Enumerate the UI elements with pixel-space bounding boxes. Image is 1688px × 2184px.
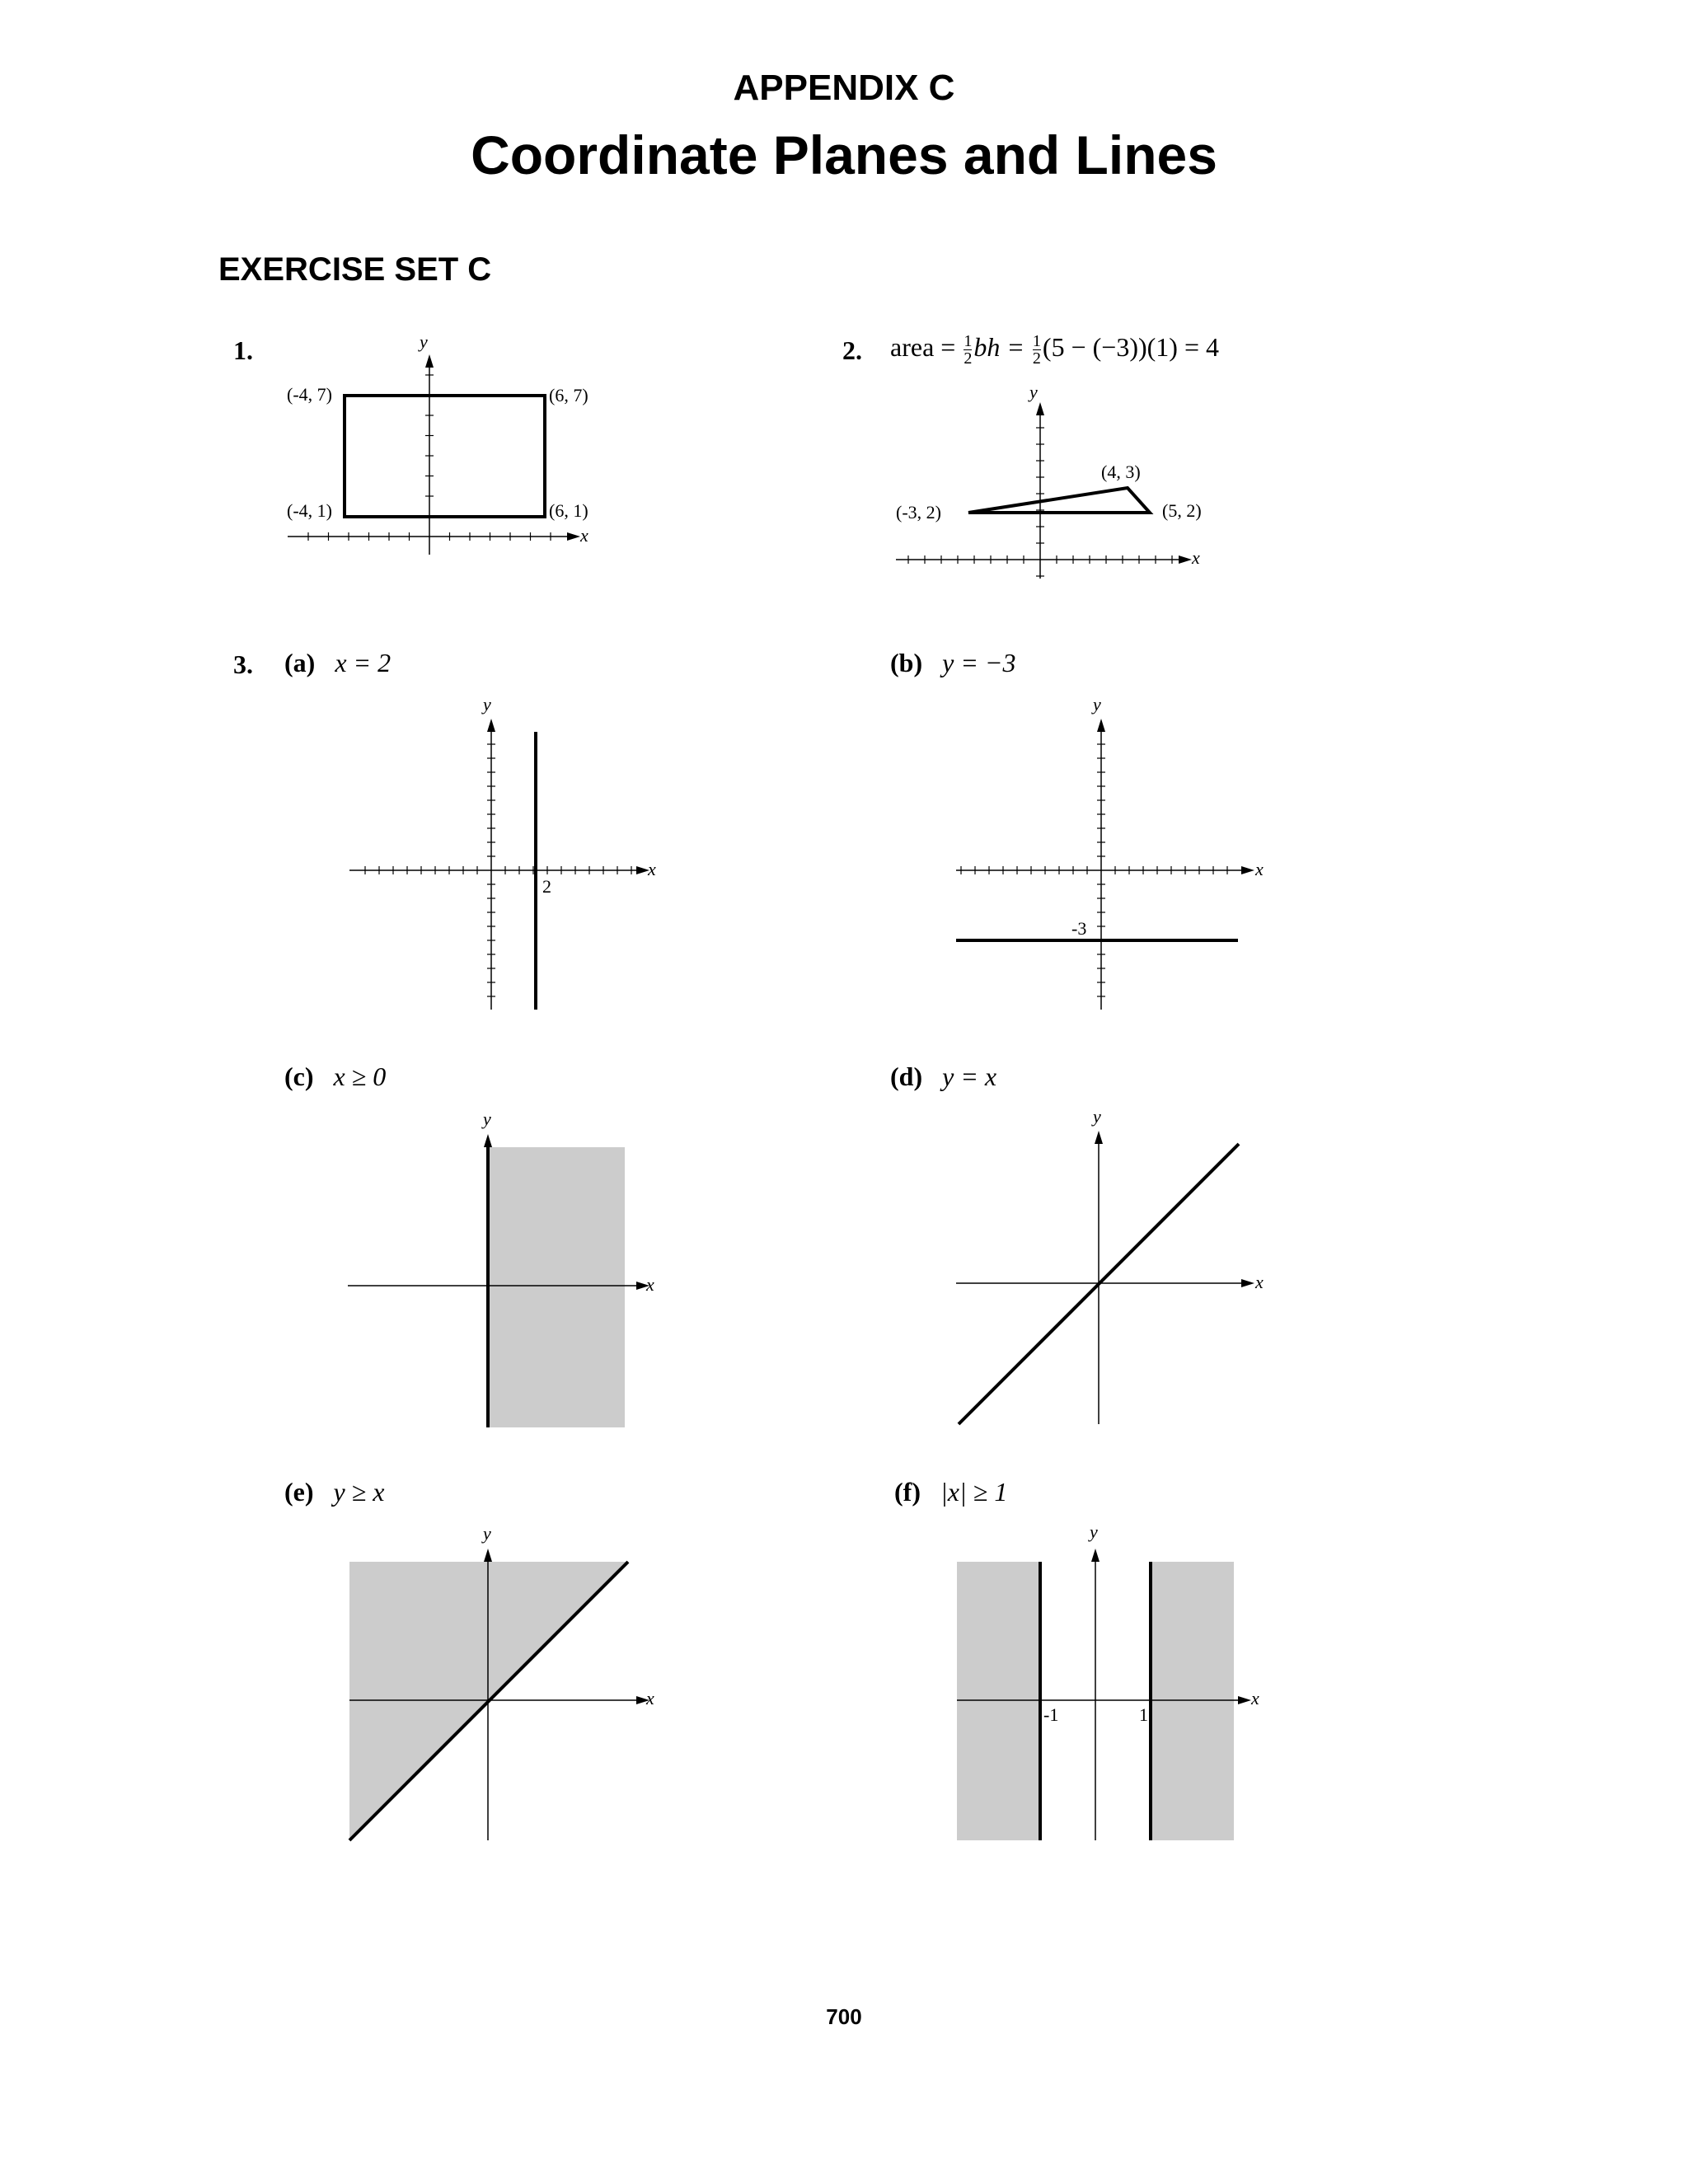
- part-label: (e): [284, 1477, 314, 1507]
- y-axis-arrow: [487, 719, 495, 732]
- p2-formula-mid: bh =: [973, 332, 1025, 362]
- p3f-shaded-left: [957, 1562, 1040, 1840]
- x-axis-arrow: [1238, 1696, 1251, 1704]
- appendix-label: APPENDIX C: [733, 68, 955, 108]
- p2-label-c: (5, 2): [1162, 500, 1202, 521]
- part-label: (f): [894, 1477, 921, 1507]
- page-title: Coordinate Planes and Lines: [471, 124, 1217, 185]
- p3e-axis-y-label: y: [483, 1523, 491, 1544]
- frac-num: 1: [1032, 332, 1041, 351]
- p3a-axis-x-label: x: [648, 859, 656, 879]
- frac-den: 2: [964, 349, 973, 368]
- p2-label-a: (-3, 2): [896, 502, 941, 523]
- p3f-tick-neg-label: -1: [1043, 1704, 1059, 1725]
- part-equation: y = x: [942, 1062, 997, 1091]
- x-axis-arrow: [1241, 866, 1254, 874]
- y-axis-arrow: [1091, 1549, 1100, 1562]
- p3c-axis-x-label: x: [646, 1274, 654, 1295]
- part-equation: x ≥ 0: [333, 1062, 387, 1091]
- p3d-axis-y-label: y: [1093, 1106, 1101, 1127]
- p3b-axis-x-label: x: [1255, 859, 1264, 879]
- p3e-axis-x-label: x: [646, 1688, 654, 1708]
- part-equation: |x| ≥ 1: [940, 1477, 1008, 1507]
- problem-1-number: 1.: [233, 335, 253, 365]
- p1-label-bl: (-4, 1): [287, 500, 332, 521]
- y-axis-arrow: [484, 1549, 492, 1562]
- x-axis-arrow: [1241, 1279, 1254, 1287]
- y-axis-arrow: [484, 1134, 492, 1147]
- p2-formula-prefix: area =: [890, 332, 956, 362]
- p3f-axis-x-label: x: [1251, 1688, 1259, 1708]
- part-label: (b): [890, 648, 923, 677]
- p2-axis-y-label: y: [1029, 382, 1038, 402]
- p3d-axis-x-label: x: [1255, 1272, 1264, 1292]
- p1-label-br: (6, 1): [549, 500, 588, 521]
- p3a-tick-label: 2: [542, 876, 551, 897]
- p1-axis-y-label: y: [420, 331, 428, 352]
- p3f-shaded-right: [1151, 1562, 1234, 1840]
- page-number: 700: [826, 2004, 862, 2029]
- p1-label-tl: (-4, 7): [287, 384, 332, 405]
- p2-axis-x-label: x: [1192, 547, 1200, 568]
- section-title: EXERCISE SET C: [218, 251, 492, 288]
- y-axis-arrow: [1097, 719, 1105, 732]
- y-axis-arrow: [1095, 1131, 1103, 1144]
- part-label: (d): [890, 1062, 923, 1091]
- part-equation: y ≥ x: [333, 1477, 385, 1507]
- p3b-tick-label: -3: [1071, 918, 1087, 939]
- p3c-shaded-region: [488, 1147, 625, 1427]
- p3f-axis-y-label: y: [1090, 1521, 1098, 1542]
- p1-axis-x-label: x: [580, 525, 588, 546]
- p3a-axis-y-label: y: [483, 694, 491, 715]
- p2-label-b: (4, 3): [1101, 462, 1141, 482]
- part-label: (c): [284, 1062, 314, 1091]
- p3b-axis-y-label: y: [1093, 694, 1101, 715]
- p1-label-tr: (6, 7): [549, 385, 588, 405]
- p3f-tick-pos-label: 1: [1139, 1704, 1148, 1725]
- frac-den: 2: [1032, 349, 1041, 368]
- problem-3-number: 3.: [233, 649, 253, 679]
- part-label: (a): [284, 648, 316, 677]
- part-equation: y = −3: [942, 648, 1016, 677]
- part-equation: x = 2: [335, 648, 392, 677]
- p2-formula-suffix: (5 − (−3))(1) = 4: [1042, 332, 1219, 362]
- p3c-axis-y-label: y: [483, 1108, 491, 1129]
- problem-2-number: 2.: [842, 335, 862, 365]
- frac-num: 1: [964, 332, 973, 351]
